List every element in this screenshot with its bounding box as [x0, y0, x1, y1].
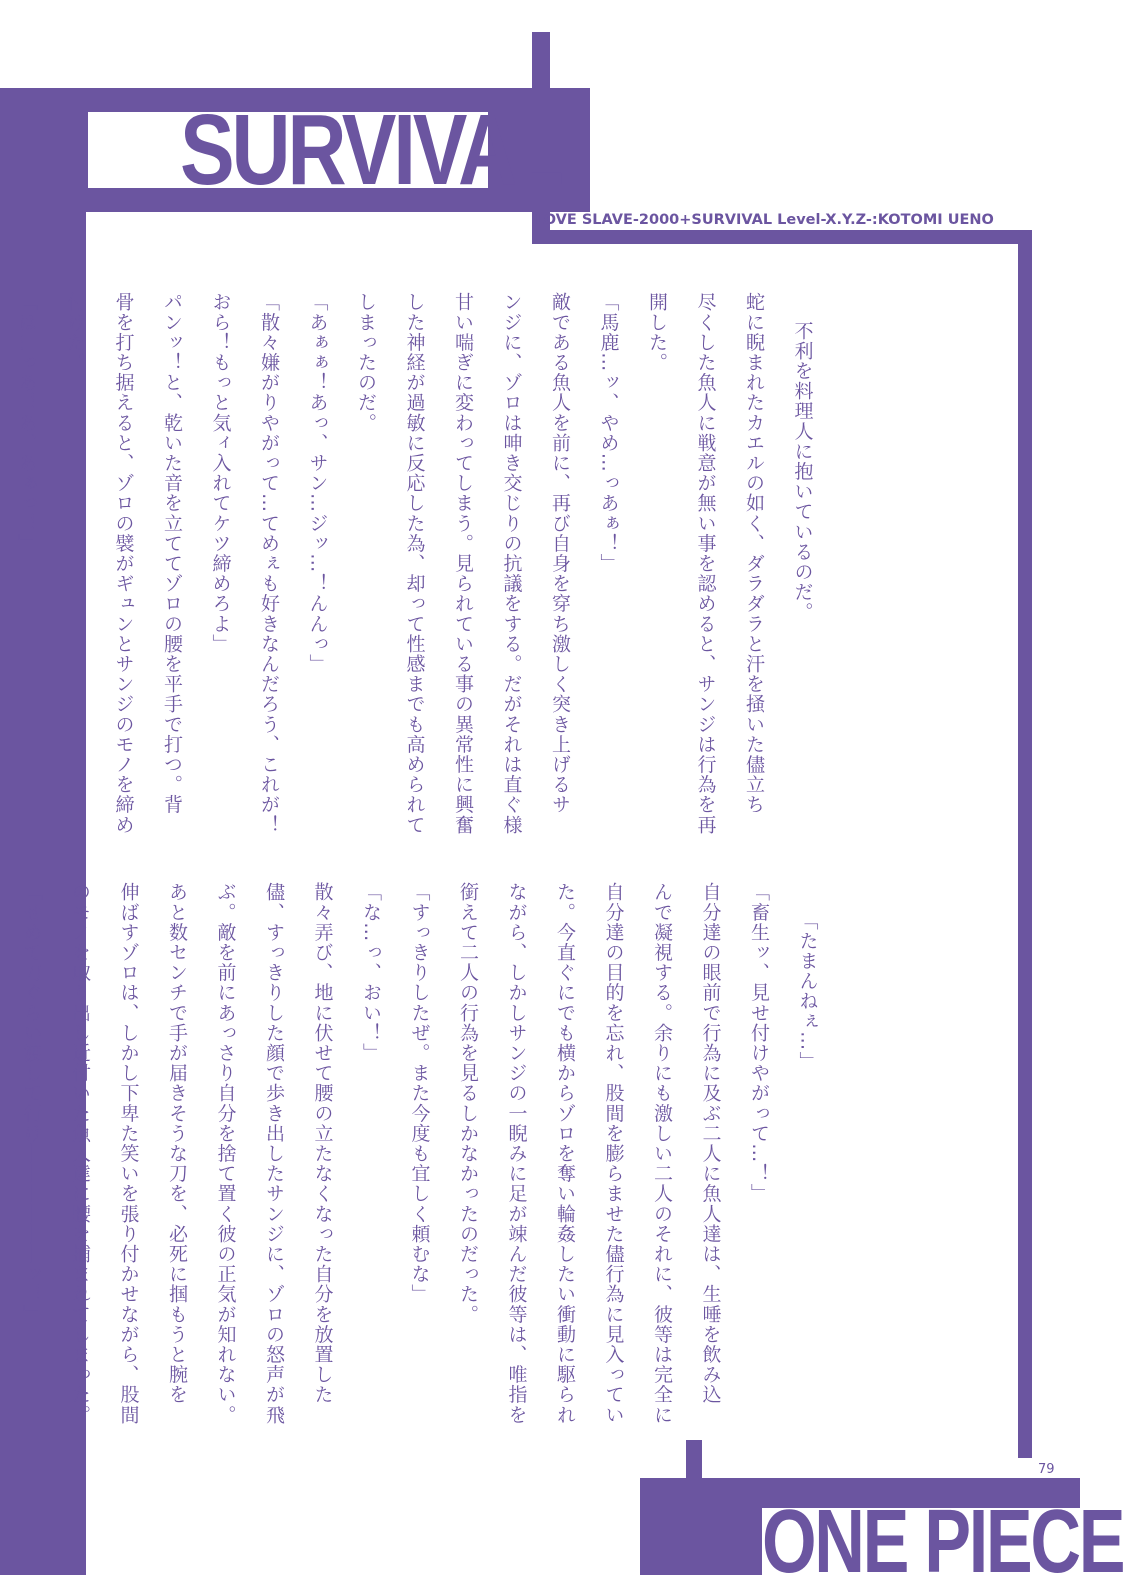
paragraph: 「たまんねぇ…」 — [796, 910, 819, 1072]
page-number: 79 — [1038, 1462, 1055, 1477]
paragraph: 「は…っあ！あ、あぁっ！」 — [15, 292, 38, 554]
footer-band-lower — [640, 1508, 762, 1575]
paragraph: 「散々嫌がりやがって…てめぇも好きなんだろう、これが！ おら！もっと気ィ入れてケツ締めろよ」 — [209, 292, 280, 835]
paragraph: 「馬鹿…ッ、やめ…っあぁ！」 — [597, 292, 620, 574]
paragraph: 自分達の眼前で行為に及ぶ二人に魚人達は、生唾を飲み込 んで凝視する。余りにも激しい二人のそれに、彼等は完全に 自分達の目的を忘れ、股間を膨らませた儘行為に見入ってい た。今直ぐにでも横からゾロを奪い輪姦したい衝動に駆られ ながら、しかしサンジの一睨みに足が竦んだ彼等は、唯指を 銜えて二人の行為を見るしかなかったのだった。 — [457, 882, 722, 1425]
paragraph: パンッ！と、乾いた音を立ててゾロの腰を平手で打つ。背 骨を打ち据えると、ゾロの襞がギュンとサンジのモノを締め 付けた。 — [64, 292, 183, 835]
paragraph: 散々弄び、地に伏せて腰の立たなくなった自分を放置した 儘、すっきりした顔で歩き出したサンジに、ゾロの怒声が飛 ぶ。敵を前にあっさり自分を捨て置く彼の正気が知れない。 あと数センチで手が届きそうな刀を、必死に掴もうと腕を 伸ばすゾロは、しかし下卑た笑いを張り付かせながら、股間 のモノを取り出し近付いた魚人達に腰を捕まれてしまった。 — [69, 882, 334, 1425]
upper-text-column — [0, 292, 875, 835]
paragraph: 「すっきりしたぜ。また今度も宜しく頼むな」 — [408, 882, 431, 1305]
page-title: SURVIVAL — [180, 94, 561, 206]
paragraph: 不利を料理人に抱いているのだ。 — [791, 320, 814, 623]
byline: LOVE SLAVE-2000+SURVIVAL Level-X.Y.Z-:KOTOMI UENO — [535, 212, 994, 228]
paragraph: 敵である魚人を前に、再び自身を穿ち激しく突き上げるサ ンジに、ゾロは呻き交じりの抗議をする。だがそれは直ぐ様 甘い喘ぎに変わってしまう。見られている事の異常性に興奮 した神経が過敏に反応した為、却って性感までも高められて しまったのだ。 — [355, 292, 571, 835]
paragraph: 「せめて刀ぐらい渡して行け――――――ッ！」 — [20, 882, 43, 1325]
lower-text-column — [0, 882, 880, 1425]
paragraph: 「な…っ、おい！」 — [360, 882, 382, 1063]
frame-right-bar — [1018, 230, 1032, 1458]
frame-right-top-line — [532, 230, 1032, 244]
paragraph: 「畜生ッ、見せ付けやがって…！」 — [748, 882, 770, 1204]
series-logo: ONE PIECE — [762, 1492, 1123, 1592]
paragraph: 蛇に睨まれたカエルの如く、ダラダラと汗を掻いた儘立ち 尽くした魚人に戦意が無い事を認めると、サンジは行為を再 開した。 — [646, 292, 765, 835]
paragraph: 「あぁぁ！あっ、サン…ジッ…！んんっ」 — [306, 292, 329, 674]
